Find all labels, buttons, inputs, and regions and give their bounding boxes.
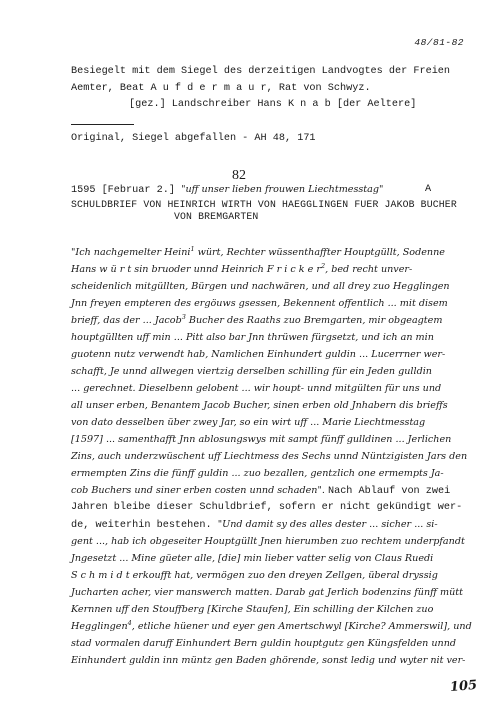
body-line: Jucharten acher, vier manswerch matten. Darab gat Jerlich bodenzins fünff mütt: [71, 587, 463, 598]
footnote-ref: 2: [320, 261, 326, 270]
body-line: de, weiterhin bestehen. "Und damit sy des alles dester ... sicher ... si-: [71, 519, 438, 531]
document-title-line-2: VON BREMGARTEN: [174, 211, 259, 222]
body-line: ermempten Zins die fünff guldin ... zuo bezallen, gentzlich one ermempts Ja-: [71, 468, 444, 479]
body-line: brieff, das der ... Jacob$^3$ Bucher des Raaths zuo Bremgarten, mir obgeagtem: [71, 312, 443, 326]
body-line: cob Buchers und siner erben costen unnd schaden". Nach Ablauf von zwei: [71, 485, 451, 497]
body-line: ... gerechnet. Dieselbenn gelobent ... wir houpt- unnd mitgülten für uns und: [71, 383, 442, 394]
body-line: scheidenlich mitgüllten, Bürgen und nachwären, und all drey zuo Hegglingen: [71, 281, 450, 292]
handwritten-folio-number: 105: [449, 677, 478, 696]
footnote-ref: 1: [190, 244, 195, 253]
body-line: Zins, auch underzwüschent uff Liechtmess des Sechs unnd Nüntzigisten Jars den: [71, 451, 468, 462]
document-title-line-1: SCHULDBRIEF VON HEINRICH WIRTH VON HAEGGLINGEN FUER JAKOB BUCHER: [71, 199, 457, 210]
date-line: [71, 184, 383, 196]
body-line: "Ich nachgemelter Heini$^1$ würt, Rechter wüssenthaffter Houptgüllt, Sodenne: [71, 244, 445, 258]
body-line: S c h m i d t erkoufft hat, vermögen zuo den dreyen Zellgen, überal dryssig: [71, 570, 438, 581]
body-line: stad vormalen daruff Einhundert Bern guldin houptgutz gen Küngsfelden unnd: [71, 638, 457, 649]
intro-line-3: [gez.] Landschreiber Hans K n a b [der Aeltere]: [129, 99, 417, 110]
body-line: all unser erben, Benantem Jacob Bucher, sinen erben old Jnhabern dis brieffs: [71, 400, 448, 411]
body-line: gent ..., hab ich obgeseiter Houptgüllt Jnen hierumben zuo rechtem underpfandt: [71, 536, 465, 547]
body-line: Jnn freyen empteren des ergöuws gsessen, Bekennent offentlich ... mit disem: [71, 298, 448, 309]
body-line: Jngesetzt ... Mine güeter alle, [die] min lieber vatter selig von Claus Ruedi: [71, 553, 434, 564]
body-line: Hans w ü r t sin bruoder unnd Heinrich F r i c k e $r^2$, bed recht unver-: [71, 261, 413, 275]
document-date: 1595 [Februar 2.]: [71, 185, 175, 196]
section-divider: [71, 124, 134, 125]
original-note: Original, Siegel abgefallen - AH 48, 171: [71, 133, 316, 144]
body-line: Jahren bleibe dieser Schuldbrief, sofern er nicht gekündigt wer-: [71, 502, 463, 513]
intro-line-2: Aemter, Beat A u f d e r m a u r, Rat von Schwyz.: [71, 83, 371, 94]
body-line: houptgüllten uff min ... Pitt also bar Jnn thrüwen fürgsetzt, und ich an min: [71, 332, 434, 343]
footnote-ref: 3: [181, 312, 186, 321]
body-line: Kernnen uff den Stouffberg [Kirche Staufen], Ein schilling der Kilchen zuo: [71, 604, 434, 615]
body-line: Hegglingen$^4$, etliche hüener und eyer gen Amertschwyl [Kirche? Ammerswil], und: [71, 618, 472, 632]
body-line: Einhundert guldin inn müntz gen Baden ghörende, sonst ledig und wyter nit ver-: [71, 655, 466, 666]
intro-line-1: Besiegelt mit dem Siegel des derzeitigen Landvogtes der Freien: [71, 66, 451, 77]
body-line: guotenn nutz verwendt hab, Namlichen Einhundert guldin ... Lucerrner wer-: [71, 349, 446, 360]
page-number: 48/81-82: [414, 37, 464, 48]
footnote-ref: 4: [127, 618, 132, 627]
body-line: [1597] ... samenthafft Jnn ablosungswys mit sampt fünff gulldinen ... Jerlichen: [71, 434, 452, 445]
date-quote: "uff unser lieben frouwen Liechtmesstag": [181, 184, 384, 195]
body-line: von dato desselben über zwey Jar, so ein wirt uff ... Marie Liechtmesstag: [71, 417, 426, 428]
document-type-letter: A: [425, 184, 432, 195]
body-line: schafft, Je unnd allwegen viertzig derselben schilling für ein Jeden gulldin: [71, 366, 432, 377]
document-number: 82: [232, 168, 246, 183]
